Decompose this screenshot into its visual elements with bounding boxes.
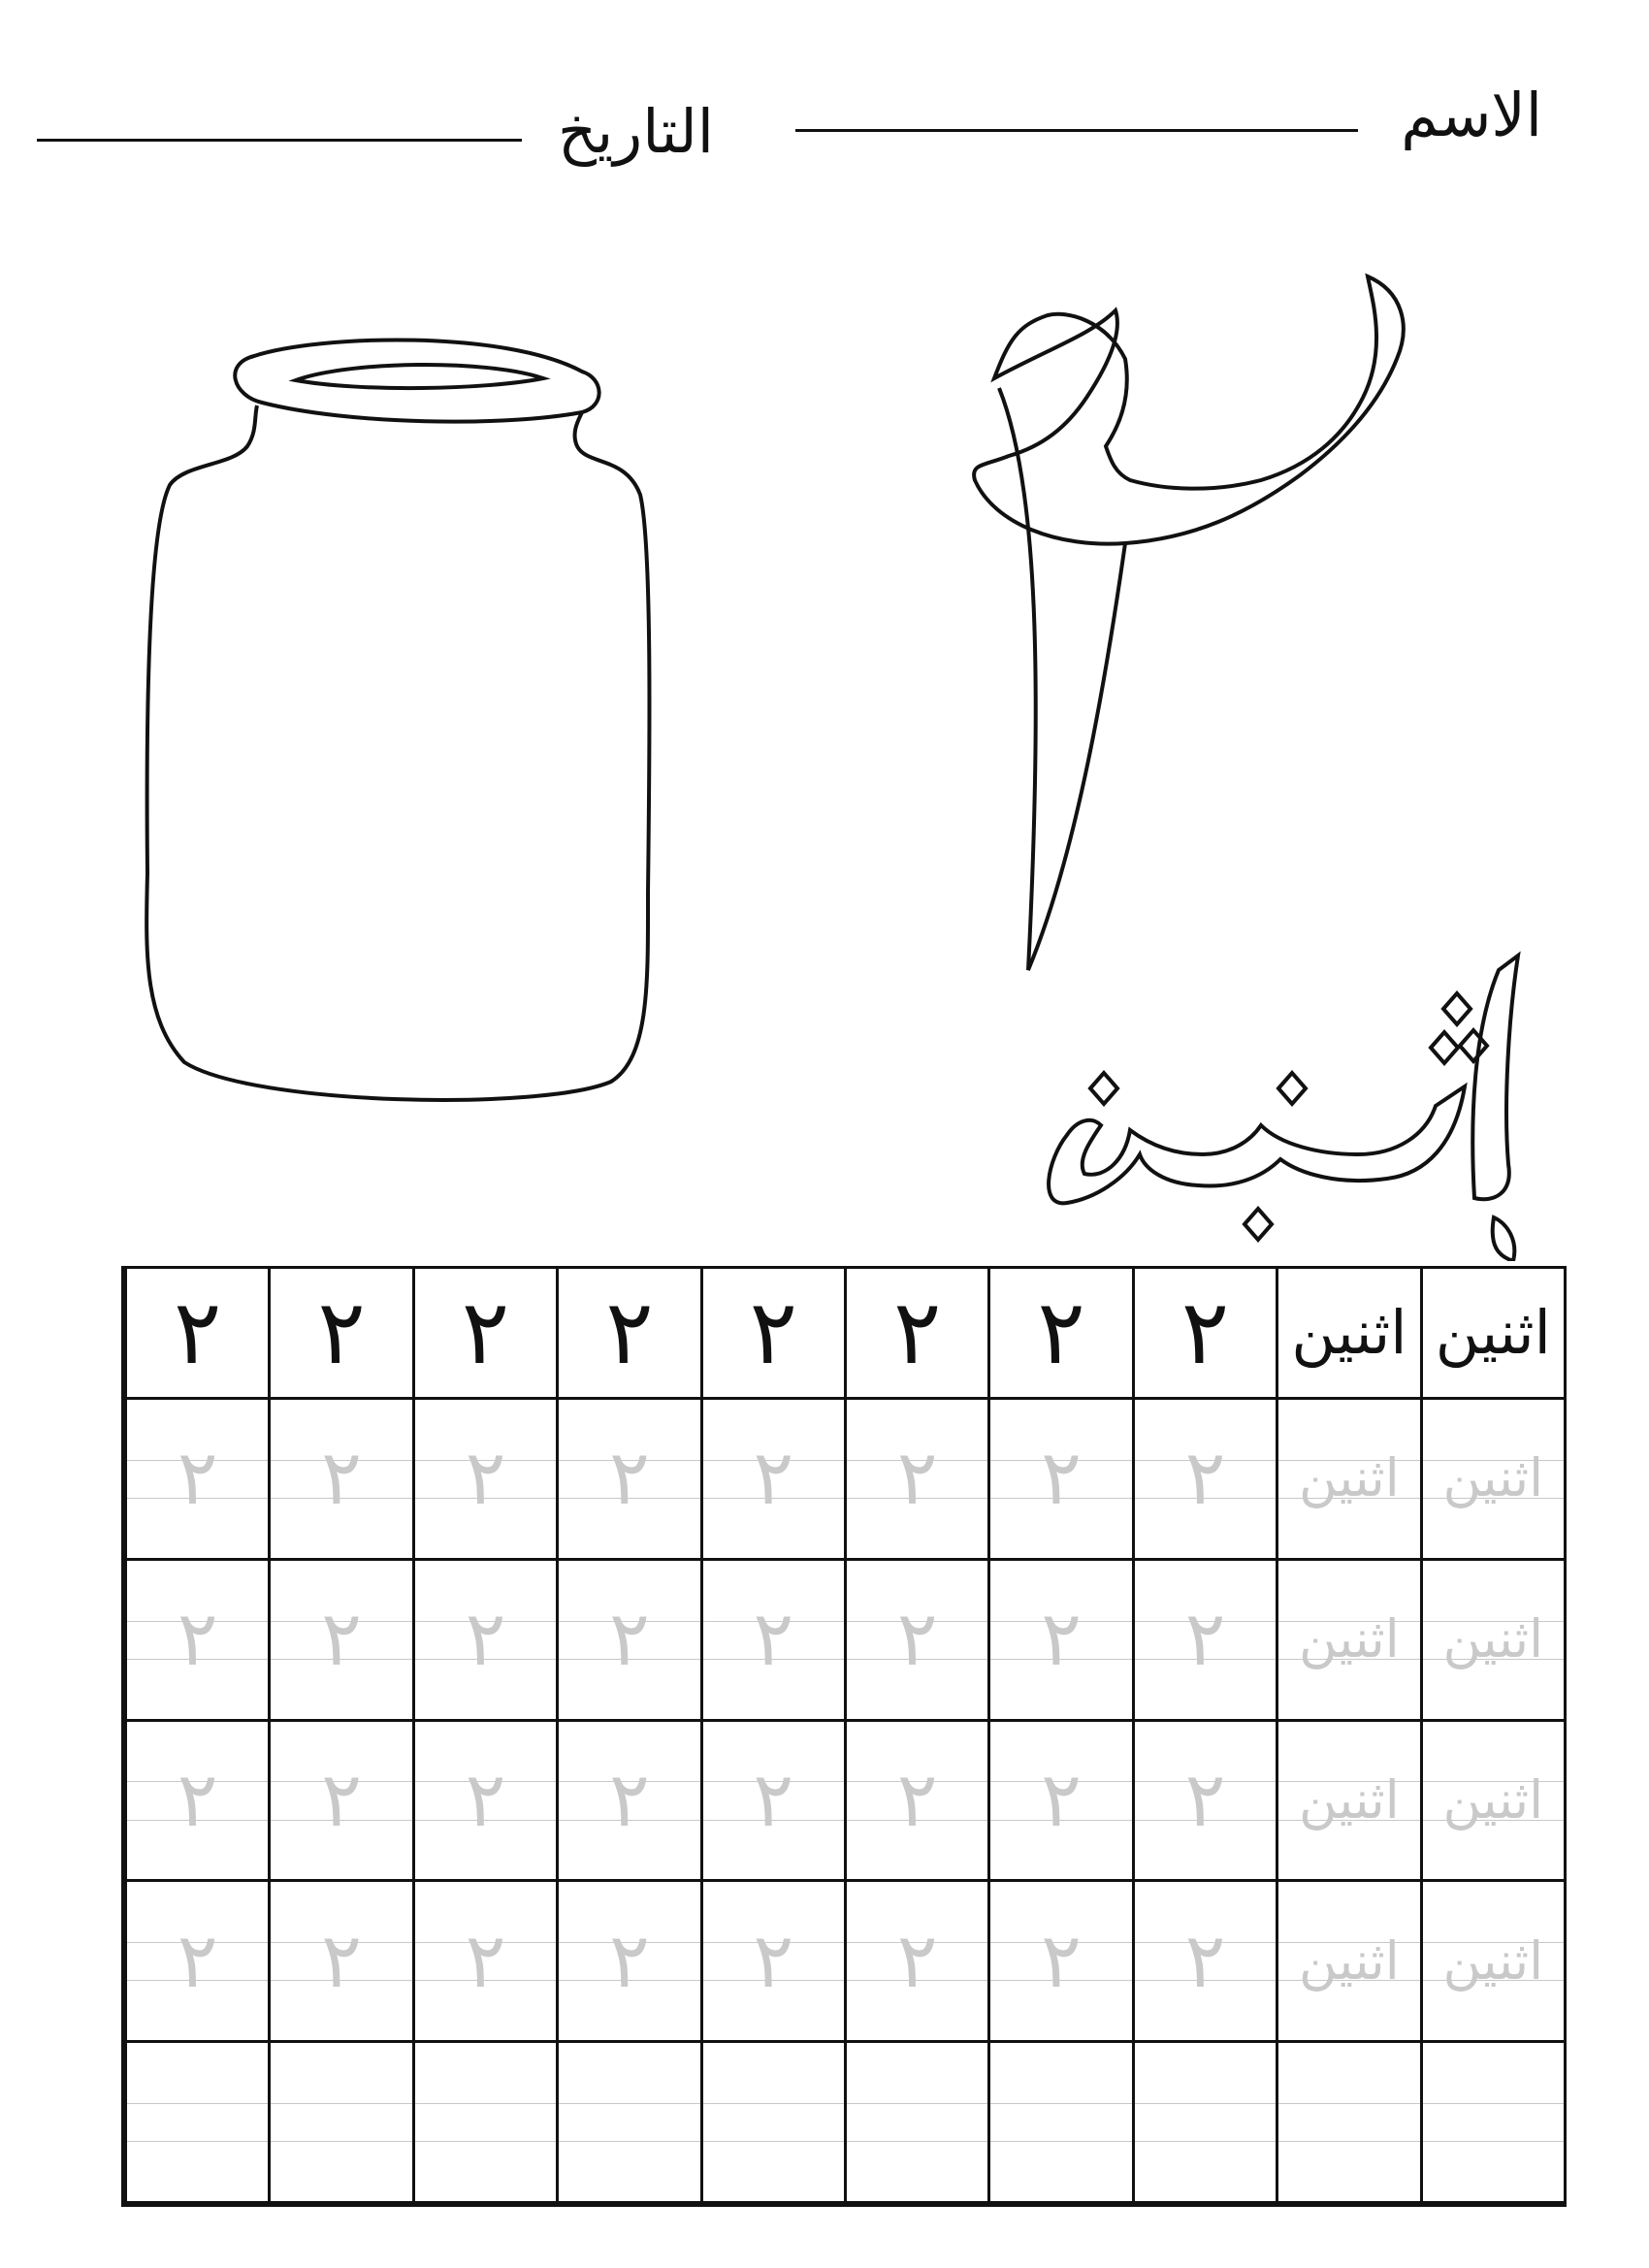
- trace-digit: ٢: [1184, 1435, 1226, 1523]
- trace-digit-cell[interactable]: [1132, 1561, 1276, 1722]
- model-digit-cell: [268, 1269, 411, 1400]
- trace-digit: ٢: [321, 1435, 363, 1523]
- model-word-cell: [1420, 1269, 1564, 1400]
- trace-word-cell[interactable]: [1420, 1400, 1564, 1561]
- model-digit: ٢: [461, 1280, 510, 1384]
- trace-digit-cell[interactable]: [556, 1561, 699, 1722]
- trace-digit: ٢: [608, 1596, 650, 1684]
- trace-digit: ٢: [753, 1435, 794, 1523]
- trace-digit-cell[interactable]: [556, 1882, 699, 2043]
- trace-word: اثنين: [1442, 1768, 1544, 1831]
- trace-digit: ٢: [465, 1596, 506, 1684]
- trace-digit-cell[interactable]: [124, 1722, 268, 1883]
- blank-practice-cell[interactable]: [700, 2043, 844, 2204]
- trace-digit: ٢: [1041, 1756, 1083, 1844]
- trace-digit-cell[interactable]: [987, 1722, 1131, 1883]
- guide-line: [415, 2103, 556, 2104]
- blank-practice-cell[interactable]: [987, 2043, 1131, 2204]
- blank-practice-cell[interactable]: [1132, 2043, 1276, 2204]
- guide-line: [847, 2141, 987, 2142]
- blank-practice-cell[interactable]: [844, 2043, 987, 2204]
- trace-word-cell[interactable]: [1420, 1722, 1564, 1883]
- guide-line: [127, 2141, 268, 2142]
- trace-word-cell[interactable]: [1276, 1882, 1419, 2043]
- trace-word: اثنين: [1442, 1929, 1544, 1992]
- blank-practice-cell[interactable]: [412, 2043, 556, 2204]
- model-digit-cell: [412, 1269, 556, 1400]
- trace-digit: ٢: [1184, 1917, 1226, 2005]
- trace-digit-cell[interactable]: [124, 1400, 268, 1561]
- trace-digit: ٢: [321, 1596, 363, 1684]
- trace-digit-cell[interactable]: [987, 1561, 1131, 1722]
- model-word-cell: [1276, 1269, 1419, 1400]
- trace-digit: ٢: [896, 1596, 938, 1684]
- trace-digit: ٢: [465, 1917, 506, 2005]
- trace-digit: ٢: [608, 1435, 650, 1523]
- trace-digit: ٢: [896, 1917, 938, 2005]
- trace-word-cell[interactable]: [1276, 1400, 1419, 1561]
- guide-line: [415, 2141, 556, 2142]
- guide-line: [1135, 2103, 1276, 2104]
- trace-digit-cell[interactable]: [844, 1722, 987, 1883]
- model-digit-cell: [987, 1269, 1131, 1400]
- trace-digit-cell[interactable]: [268, 1561, 411, 1722]
- big-numeral-two-outline: [974, 276, 1404, 970]
- trace-digit-cell[interactable]: [412, 1561, 556, 1722]
- trace-digit-cell[interactable]: [700, 1561, 844, 1722]
- trace-word-cell[interactable]: [1420, 1882, 1564, 2043]
- word-outline-ithnain: [1049, 956, 1518, 1261]
- trace-word: اثنين: [1442, 1447, 1544, 1509]
- trace-digit-cell[interactable]: [700, 1722, 844, 1883]
- trace-digit-cell[interactable]: [700, 1400, 844, 1561]
- model-digit-cell: [844, 1269, 987, 1400]
- trace-digit: ٢: [753, 1756, 794, 1844]
- guide-line: [1423, 2103, 1564, 2104]
- blank-practice-cell[interactable]: [1276, 2043, 1419, 2204]
- trace-digit-cell[interactable]: [987, 1400, 1131, 1561]
- model-word: اثنين: [1435, 1297, 1551, 1368]
- model-digit: ٢: [174, 1280, 222, 1384]
- blank-practice-cell[interactable]: [556, 2043, 699, 2204]
- trace-word-cell[interactable]: [1276, 1722, 1419, 1883]
- model-word: اثنين: [1291, 1297, 1407, 1368]
- model-digit: ٢: [893, 1280, 942, 1384]
- trace-word: اثنين: [1299, 1608, 1400, 1670]
- date-label: التاريخ: [558, 96, 714, 167]
- jar-icon: [146, 340, 649, 1099]
- trace-digit: ٢: [321, 1756, 363, 1844]
- guide-line: [1423, 2141, 1564, 2142]
- trace-digit-cell[interactable]: [844, 1882, 987, 2043]
- trace-digit-cell[interactable]: [412, 1400, 556, 1561]
- trace-word-cell[interactable]: [1420, 1561, 1564, 1722]
- trace-digit: ٢: [896, 1756, 938, 1844]
- blank-practice-cell[interactable]: [268, 2043, 411, 2204]
- guide-line: [127, 2103, 268, 2104]
- trace-digit-cell[interactable]: [268, 1400, 411, 1561]
- trace-digit: ٢: [608, 1756, 650, 1844]
- model-digit-cell: [1132, 1269, 1276, 1400]
- name-label: الاسم: [1401, 80, 1542, 150]
- trace-digit: ٢: [1184, 1756, 1226, 1844]
- guide-line: [1278, 2141, 1419, 2142]
- trace-digit: ٢: [321, 1917, 363, 2005]
- guide-line: [990, 2141, 1131, 2142]
- model-digit-cell: [124, 1269, 268, 1400]
- trace-word: اثنين: [1299, 1929, 1400, 1992]
- model-digit: ٢: [749, 1280, 798, 1384]
- trace-digit: ٢: [753, 1917, 794, 2005]
- trace-digit: ٢: [177, 1596, 218, 1684]
- trace-digit-cell[interactable]: [124, 1561, 268, 1722]
- trace-digit: ٢: [177, 1917, 218, 2005]
- trace-digit: ٢: [177, 1756, 218, 1844]
- trace-digit-cell[interactable]: [844, 1400, 987, 1561]
- model-digit: ٢: [1037, 1280, 1085, 1384]
- guide-line: [271, 2103, 411, 2104]
- model-digit-cell: [700, 1269, 844, 1400]
- model-digit: ٢: [605, 1280, 654, 1384]
- model-digit-cell: [556, 1269, 699, 1400]
- guide-line: [1278, 2103, 1419, 2104]
- trace-word: اثنين: [1442, 1608, 1544, 1670]
- trace-digit: ٢: [1041, 1435, 1083, 1523]
- guide-line: [1135, 2141, 1276, 2142]
- trace-digit: ٢: [753, 1596, 794, 1684]
- trace-digit-cell[interactable]: [556, 1722, 699, 1883]
- trace-digit: ٢: [896, 1435, 938, 1523]
- blank-practice-cell[interactable]: [124, 2043, 268, 2204]
- trace-digit-cell[interactable]: [1132, 1882, 1276, 2043]
- trace-digit-cell[interactable]: [268, 1882, 411, 2043]
- guide-line: [703, 2141, 844, 2142]
- guide-line: [847, 2103, 987, 2104]
- trace-digit-cell[interactable]: [556, 1400, 699, 1561]
- trace-digit-cell[interactable]: [700, 1882, 844, 2043]
- guide-line: [559, 2103, 699, 2104]
- trace-digit: ٢: [1041, 1596, 1083, 1684]
- trace-word: اثنين: [1299, 1768, 1400, 1831]
- trace-digit: ٢: [465, 1435, 506, 1523]
- trace-digit-cell[interactable]: [124, 1882, 268, 2043]
- model-digit: ٢: [317, 1280, 366, 1384]
- trace-digit-cell[interactable]: [1132, 1400, 1276, 1561]
- trace-digit-cell[interactable]: [268, 1722, 411, 1883]
- practice-grid: [121, 1266, 1567, 2207]
- trace-digit-cell[interactable]: [844, 1561, 987, 1722]
- trace-word: اثنين: [1299, 1447, 1400, 1509]
- guide-line: [559, 2141, 699, 2142]
- trace-word-cell[interactable]: [1276, 1561, 1419, 1722]
- trace-digit: ٢: [1184, 1596, 1226, 1684]
- guide-line: [703, 2103, 844, 2104]
- trace-digit-cell[interactable]: [1132, 1722, 1276, 1883]
- trace-digit-cell[interactable]: [987, 1882, 1131, 2043]
- trace-digit-cell[interactable]: [412, 1722, 556, 1883]
- guide-line: [271, 2141, 411, 2142]
- trace-digit-cell[interactable]: [412, 1882, 556, 2043]
- guide-line: [990, 2103, 1131, 2104]
- blank-practice-cell[interactable]: [1420, 2043, 1564, 2204]
- trace-digit: ٢: [608, 1917, 650, 2005]
- trace-digit: ٢: [1041, 1917, 1083, 2005]
- trace-digit: ٢: [177, 1435, 218, 1523]
- trace-digit: ٢: [465, 1756, 506, 1844]
- model-digit: ٢: [1180, 1280, 1230, 1384]
